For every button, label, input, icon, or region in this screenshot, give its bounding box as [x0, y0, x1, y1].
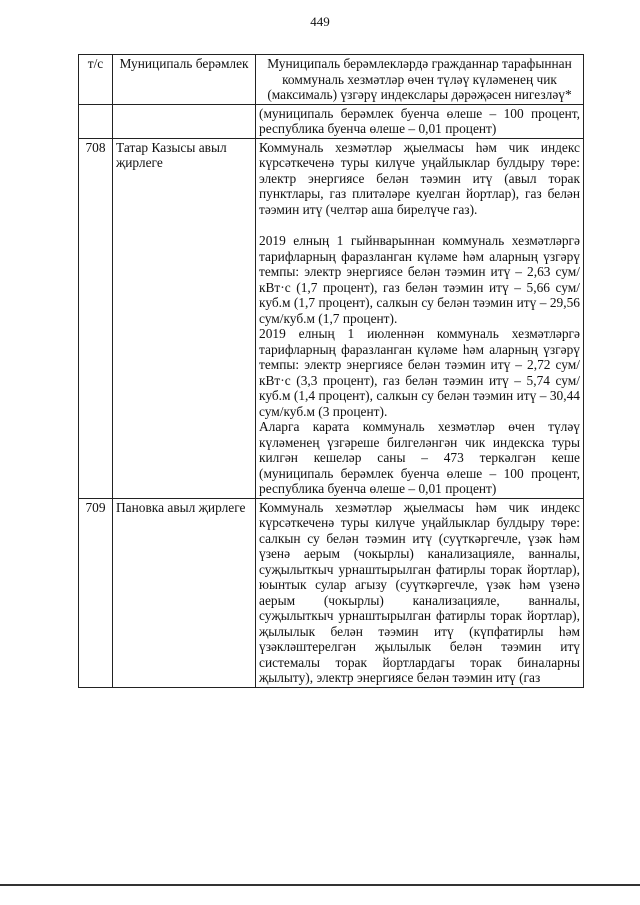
description-paragraph: 2019 елның 1 июленнән коммуналь хезмәтләргә тарифларның фаразланган күләме һәм аларның үзгәрү темпы: электр энергиясе белән тәэмин итү – 2,72 сум/кВт·с (3,3 процент), газ белән тәэмин итү – 5,74 сум/куб.м (1,4 процент), салкын су белән тәэмин итү – 30,44 сум/куб.м (3 процент). [259, 326, 580, 419]
table-header-row [79, 55, 584, 105]
description-paragraph: Аларга карата коммуналь хезмәтләр өчен түләү күләменең үзгәреше билгеләнгән чик индекска туры килгән кешеләр саны – 473 теркәлгән кеше (муниципаль берәмлек буенча өлеше – 100 процент, республика буенча өлеше – 0,01 процент) [259, 419, 580, 496]
description-paragraph: Коммуналь хезмәтләр җыелмасы һәм чик индекс күрсәткеченә туры килүче уңайлыклар булдыру төре: салкын су белән тәэмин итү (суүткәргечле, үзәк һәм үзенә аерым (чокырлы) канализацияле, ванналы, суҗылыткыч урнаштырылган фатирлы торак йортлар), юынтык сулар агызу (суүткәргечле, үзәк һәм үзенә аерым (чокырлы) канализацияле, ванналы, суҗылыткыч урнаштырылган фатирлы торак йортлар), җылылык белән тәэмин итү (күпфатирлы һәм үзәкләштерелгән җылылык белән тәэмин итү системалы торак йортлардагы торак биналарны җылыту), электр энергиясе белән тәэмин итү (газ [259, 499, 580, 685]
header-description: Муниципаль берәмлекләрдә гражданнар тарафыннан коммуналь хезмәтләр өчен түләү күләменең чик (максималь) үзгәрү индекслары дәрәҗәсен нигезләү* [256, 55, 584, 105]
page-number: 449 [310, 14, 330, 29]
description-paragraph: 2019 елның 1 гыйнварыннан коммуналь хезмәтләргә тарифларның фаразланган күләме һәм аларның үзгәрү темпы: электр энергиясе белән тәэмин итү – 2,63 сум/кВт·с (1,7 процент), газ белән тәэмин итү – 5,66 сум/куб.м (1,7 процент), салкын су белән тәэмин итү – 29,56 сум/куб.м (1,7 процент). [259, 233, 580, 326]
row-number: 708 [79, 138, 113, 498]
row-number: 709 [79, 498, 113, 687]
row-description [256, 138, 584, 498]
row-number [79, 104, 113, 138]
table-row [79, 138, 584, 498]
row-municipality: Пановка авыл җирлеге [113, 498, 256, 687]
header-municipality: Муниципаль берәмлек [113, 55, 256, 105]
row-description [256, 104, 584, 138]
row-municipality [113, 104, 256, 138]
municipality-tariff-table [78, 54, 584, 688]
description-paragraph: Коммуналь хезмәтләр җыелмасы һәм чик индекс күрсәткеченә туры килүче уңайлыклар булдыру төре: электр энергиясе белән тәэмин итү (авыл торак пунктлары, газ плитәләре куелган йортлар), газ белән тәэмин итү (челтәр аша бирелүче газ). [259, 139, 580, 217]
table-row [79, 498, 584, 687]
description-paragraph: (муниципаль берәмлек буенча өлеше – 100 процент, республика буенча өлеше – 0,01 процент) [259, 105, 580, 136]
page-bottom-rule [0, 884, 640, 886]
row-description [256, 498, 584, 687]
row-municipality: Татар Казысы авыл җирлеге [113, 138, 256, 498]
header-number: т/с [79, 55, 113, 105]
table-row [79, 104, 584, 138]
